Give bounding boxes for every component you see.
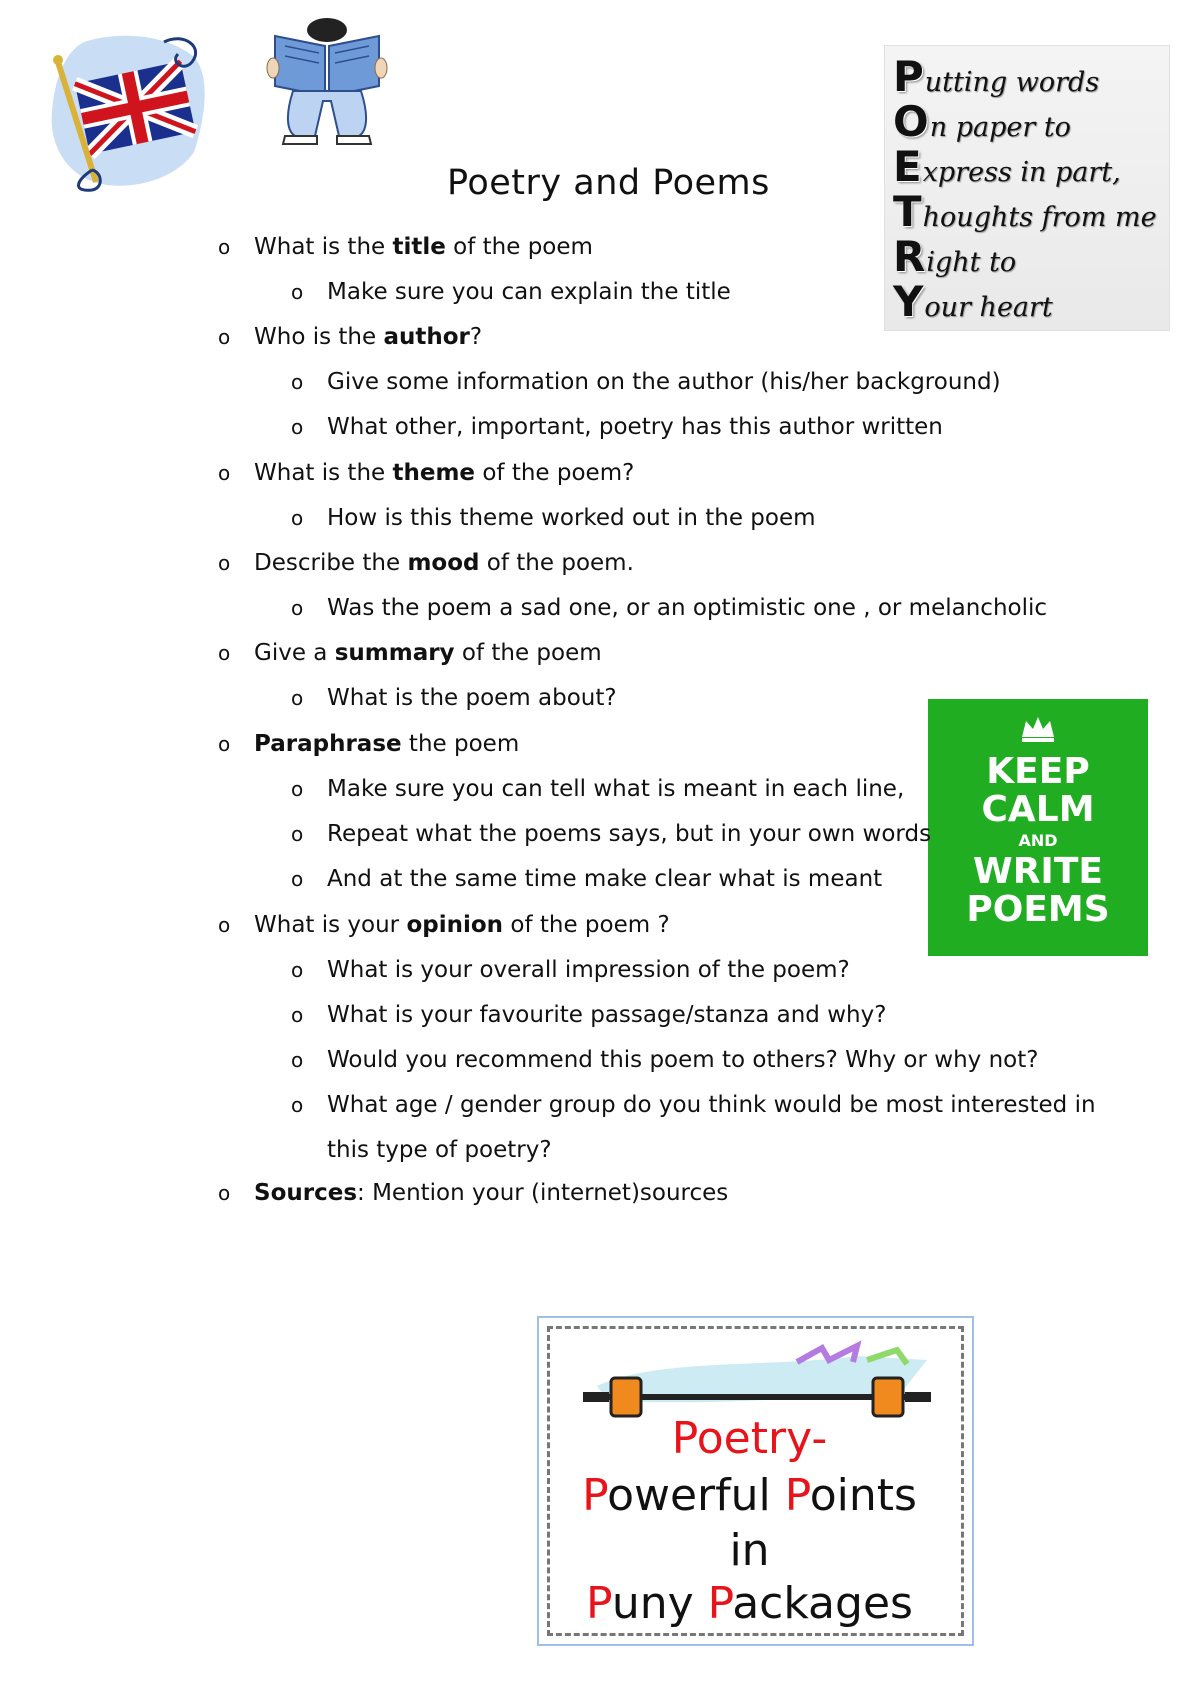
page-title: Poetry and Poems bbox=[447, 163, 770, 204]
keyword: summary bbox=[334, 640, 455, 666]
sub-list-item bbox=[291, 593, 1048, 623]
item-text: this type of poetry? bbox=[327, 1137, 552, 1163]
poster-line1 bbox=[539, 1413, 960, 1464]
keyword: title bbox=[392, 234, 446, 260]
keep-calm-line5: POEMS bbox=[966, 889, 1110, 930]
item-text: What other, important, poetry has this author written bbox=[327, 414, 943, 440]
acrostic-capital: Y bbox=[893, 277, 924, 326]
acrostic-line bbox=[893, 277, 1053, 326]
item-text: ? bbox=[469, 324, 483, 350]
acrostic-capital: O bbox=[893, 97, 929, 146]
acrostic-line bbox=[893, 232, 1017, 281]
poetry-acrostic-image bbox=[884, 45, 1170, 331]
acrostic-text: our heart bbox=[924, 292, 1053, 323]
bullet-icon: o bbox=[291, 415, 304, 439]
keyword: Paraphrase bbox=[254, 731, 402, 757]
keyword: author bbox=[383, 324, 470, 350]
poster-line2 bbox=[539, 1470, 960, 1521]
bullet-icon: o bbox=[291, 958, 304, 982]
item-text: Make sure you can explain the title bbox=[327, 279, 731, 305]
union-jack-flag-image bbox=[44, 32, 206, 194]
bullet-icon: o bbox=[291, 506, 304, 530]
bullet-icon: o bbox=[291, 867, 304, 891]
item-text: Give some information on the author (his/her background) bbox=[327, 369, 1001, 395]
acrostic-capital: T bbox=[893, 187, 922, 236]
item-text: of the poem ? bbox=[503, 912, 670, 938]
bullet-icon: o bbox=[291, 822, 304, 846]
keep-calm-line1: KEEP bbox=[986, 751, 1090, 792]
acrostic-capital: R bbox=[893, 232, 926, 281]
sub-list-item bbox=[291, 1045, 1039, 1075]
item-text: What is your bbox=[254, 912, 407, 938]
list-item bbox=[218, 910, 670, 940]
bullet-icon: o bbox=[218, 1181, 231, 1205]
bullet-icon: o bbox=[218, 461, 231, 485]
keep-calm-poster bbox=[928, 699, 1148, 956]
poster-text: uny bbox=[611, 1578, 708, 1629]
item-text: What is your favourite passage/stanza and why? bbox=[327, 1002, 887, 1028]
list-item bbox=[218, 638, 602, 668]
item-text: Describe the bbox=[254, 550, 408, 576]
bullet-icon: o bbox=[291, 280, 304, 304]
item-text: How is this theme worked out in the poem bbox=[327, 505, 816, 531]
keep-calm-line4: WRITE bbox=[973, 851, 1103, 892]
poster-line3 bbox=[539, 1525, 960, 1576]
item-text: Would you recommend this poem to others? Why or why not? bbox=[327, 1047, 1039, 1073]
poster-text: P bbox=[784, 1470, 810, 1521]
sub-list-item bbox=[327, 1135, 552, 1165]
sub-list-item bbox=[291, 1000, 887, 1030]
sub-list-item bbox=[291, 683, 617, 713]
item-text: What is the bbox=[254, 460, 393, 486]
poster-line4 bbox=[539, 1578, 960, 1629]
sub-list-item bbox=[291, 277, 731, 307]
bullet-icon: o bbox=[291, 1003, 304, 1027]
acrostic-text: ight to bbox=[926, 247, 1017, 278]
keyword: theme bbox=[392, 460, 476, 486]
sub-list-item bbox=[291, 503, 816, 533]
item-text: And at the same time make clear what is meant bbox=[327, 866, 883, 892]
acrostic-capital: P bbox=[893, 52, 924, 101]
poster-text: P bbox=[582, 1470, 608, 1521]
item-text: What is the poem about? bbox=[327, 685, 617, 711]
item-text: of the poem bbox=[454, 640, 602, 666]
bullet-icon: o bbox=[291, 777, 304, 801]
sub-list-item bbox=[291, 864, 883, 894]
poster-text: in bbox=[729, 1525, 770, 1576]
poster-text: oetry- bbox=[696, 1413, 828, 1464]
item-text: Give a bbox=[254, 640, 335, 666]
item-text: of the poem? bbox=[475, 460, 635, 486]
sub-list-item bbox=[291, 955, 850, 985]
bullet-icon: o bbox=[218, 325, 231, 349]
keyword: mood bbox=[407, 550, 480, 576]
child-reading-book-image bbox=[265, 16, 390, 151]
item-text: Repeat what the poems says, but in your own words bbox=[327, 821, 932, 847]
bullet-icon: o bbox=[291, 1093, 304, 1117]
item-text: : Mention your (internet)sources bbox=[357, 1180, 729, 1206]
bullet-icon: o bbox=[218, 732, 231, 756]
item-text: of the poem bbox=[445, 234, 593, 260]
acrostic-text: utting words bbox=[924, 67, 1100, 98]
sub-list-item bbox=[291, 412, 943, 442]
item-text: of the poem. bbox=[479, 550, 634, 576]
keep-calm-line2: CALM bbox=[981, 789, 1095, 830]
list-item bbox=[218, 322, 483, 352]
list-item bbox=[218, 729, 520, 759]
poster-text: oints bbox=[809, 1470, 917, 1521]
poster-text: ackages bbox=[732, 1578, 913, 1629]
bullet-icon: o bbox=[291, 370, 304, 394]
poster-text: P bbox=[586, 1578, 612, 1629]
acrostic-text: n paper to bbox=[929, 112, 1071, 143]
keyword: Sources bbox=[254, 1180, 358, 1206]
acrostic-text: houghts from me bbox=[922, 202, 1157, 233]
acrostic-line bbox=[893, 142, 1121, 191]
acrostic-capital: E bbox=[893, 142, 922, 191]
keyword: opinion bbox=[406, 912, 504, 938]
list-item bbox=[218, 458, 635, 488]
bullet-icon: o bbox=[218, 235, 231, 259]
poster-text: owerful bbox=[607, 1470, 785, 1521]
sub-list-item bbox=[291, 774, 905, 804]
item-text: Who is the bbox=[254, 324, 384, 350]
bullet-icon: o bbox=[291, 686, 304, 710]
bullet-icon: o bbox=[218, 913, 231, 937]
list-item bbox=[218, 232, 593, 262]
poetry-poster bbox=[537, 1316, 974, 1646]
crown-icon bbox=[1018, 713, 1058, 743]
acrostic-line bbox=[893, 52, 1100, 101]
acrostic-line bbox=[893, 187, 1157, 236]
bullet-icon: o bbox=[218, 641, 231, 665]
sub-list-item bbox=[291, 819, 932, 849]
item-text: Was the poem a sad one, or an optimistic one , or melancholic bbox=[327, 595, 1048, 621]
poster-text: P bbox=[707, 1578, 733, 1629]
item-text: What is your overall impression of the poem? bbox=[327, 957, 850, 983]
acrostic-line bbox=[893, 97, 1071, 146]
acrostic-text: xpress in part, bbox=[922, 157, 1121, 188]
item-text: the poem bbox=[401, 731, 520, 757]
bullet-icon: o bbox=[291, 1048, 304, 1072]
poster-text: P bbox=[671, 1413, 697, 1464]
sub-list-item bbox=[291, 367, 1001, 397]
list-item bbox=[218, 1178, 729, 1208]
item-text: What age / gender group do you think would be most interested in bbox=[327, 1092, 1096, 1118]
keep-calm-line3: AND bbox=[1018, 831, 1058, 850]
item-text: Make sure you can tell what is meant in each line, bbox=[327, 776, 905, 802]
item-text: What is the bbox=[254, 234, 393, 260]
bullet-icon: o bbox=[291, 596, 304, 620]
bullet-icon: o bbox=[218, 551, 231, 575]
sub-list-item bbox=[291, 1090, 1096, 1120]
list-item bbox=[218, 548, 634, 578]
